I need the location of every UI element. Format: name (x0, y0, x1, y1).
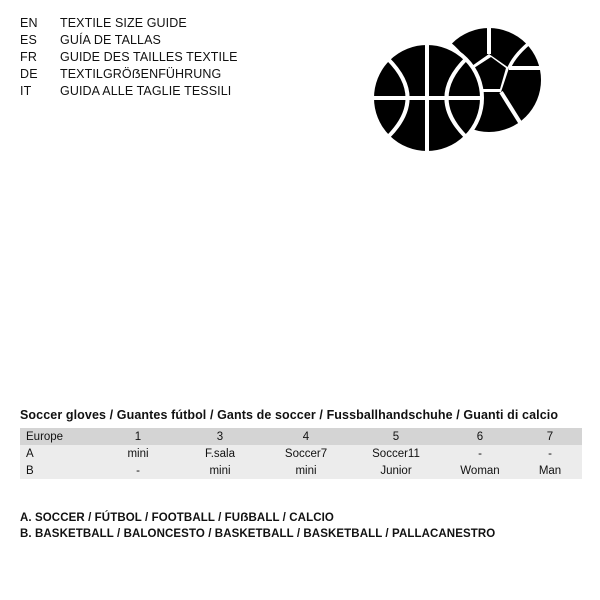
table-cell-a-6: - (442, 445, 518, 462)
table-row (20, 445, 582, 462)
table-cell-b-6: Woman (442, 462, 518, 479)
table-cell-b-3: mini (178, 462, 262, 479)
legend-label-en: TEXTILE SIZE GUIDE (60, 16, 187, 30)
table-header-cell-6: 6 (442, 428, 518, 445)
table-header-cell-europe: Europe (20, 428, 98, 445)
table-cell-b-7: Man (518, 462, 582, 479)
table-row-label-a: A (20, 445, 98, 462)
legend-label-de: TEXTILGRÖẞENFÜHRUNG (60, 67, 222, 81)
table-row-label-b: B (20, 462, 98, 479)
legend-label-fr: GUIDE DES TAILLES TEXTILE (60, 50, 238, 64)
footnotes (20, 510, 580, 542)
table-cell-a-4: Soccer7 (262, 445, 350, 462)
table-cell-b-1: - (98, 462, 178, 479)
legend-row-es (20, 33, 320, 50)
table-header-cell-5: 5 (350, 428, 442, 445)
legend-row-de (20, 67, 320, 84)
table-cell-b-4: mini (262, 462, 350, 479)
size-table-title: Soccer gloves / Guantes fútbol / Gants de soccer / Fussballhandschuhe / Guanti di calcio (20, 408, 559, 422)
footnote-a: A. SOCCER / FÚTBOL / FOOTBALL / FUẞBALL / CALCIO (20, 512, 334, 524)
legend-code-en: EN (20, 16, 38, 30)
legend-label-it: GUIDA ALLE TAGLIE TESSILI (60, 84, 232, 98)
table-row (20, 462, 582, 479)
table-cell-a-7: - (518, 445, 582, 462)
table-cell-b-5: Junior (350, 462, 442, 479)
balls-illustration (355, 20, 565, 170)
language-legend (20, 16, 320, 101)
table-header-row (20, 428, 582, 445)
table-cell-a-5: Soccer11 (350, 445, 442, 462)
table-header-cell-4: 4 (262, 428, 350, 445)
legend-code-de: DE (20, 67, 38, 81)
legend-row-it (20, 84, 320, 101)
table-header-cell-1: 1 (98, 428, 178, 445)
table-header-cell-7: 7 (518, 428, 582, 445)
basketball-icon (372, 43, 482, 153)
table-cell-a-1: mini (98, 445, 178, 462)
legend-label-es: GUÍA DE TALLAS (60, 33, 161, 47)
legend-code-es: ES (20, 33, 38, 47)
size-table-block (20, 408, 582, 479)
legend-code-fr: FR (20, 50, 38, 64)
table-cell-a-3: F.sala (178, 445, 262, 462)
size-table (20, 428, 582, 479)
legend-row-fr (20, 50, 320, 67)
footnote-b: B. BASKETBALL / BALONCESTO / BASKETBALL / BASKETBALL / PALLACANESTRO (20, 528, 496, 540)
legend-code-it: IT (20, 84, 32, 98)
legend-row-en (20, 16, 320, 33)
table-header-cell-3: 3 (178, 428, 262, 445)
